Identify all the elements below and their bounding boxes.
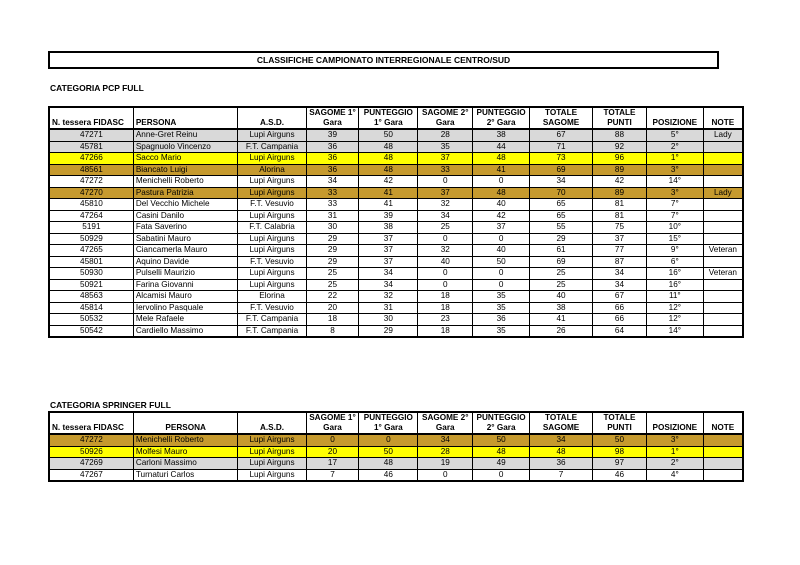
cell-punteggio-2: 0 bbox=[473, 469, 530, 481]
cell-posizione: 11° bbox=[646, 291, 703, 303]
cell-totale-sagome: 61 bbox=[530, 245, 593, 257]
cell-tessera: 47269 bbox=[49, 458, 133, 470]
cell-punteggio-1: 31 bbox=[359, 302, 418, 314]
cell-totale-sagome: 34 bbox=[530, 434, 593, 446]
cell-sagome-2: 18 bbox=[418, 302, 473, 314]
cell-sagome-2: 34 bbox=[418, 210, 473, 222]
cell-totale-punti: 89 bbox=[593, 187, 647, 199]
cell-sagome-1: 31 bbox=[306, 210, 359, 222]
cell-totale-punti: 92 bbox=[593, 141, 647, 153]
cell-sagome-2: 35 bbox=[418, 141, 473, 153]
cell-tessera: 50532 bbox=[49, 314, 133, 326]
cell-persona: Casini Danilo bbox=[133, 210, 238, 222]
cell-sagome-1: 30 bbox=[306, 222, 359, 234]
cell-sagome-2: 0 bbox=[418, 268, 473, 280]
cell-totale-sagome: 38 bbox=[530, 302, 593, 314]
cell-totale-sagome: 71 bbox=[530, 141, 593, 153]
document-title: CLASSIFICHE CAMPIONATO INTERREGIONALE CENTRO/SUD bbox=[48, 51, 719, 69]
cell-totale-punti: 42 bbox=[593, 176, 647, 188]
cell-punteggio-2: 38 bbox=[473, 129, 530, 141]
cell-asd: Lupi Airguns bbox=[238, 153, 306, 165]
cell-totale-punti: 66 bbox=[593, 302, 647, 314]
cell-asd: Lupi Airguns bbox=[238, 176, 306, 188]
cell-note bbox=[703, 458, 743, 470]
cell-tessera: 47267 bbox=[49, 469, 133, 481]
cell-persona: Molfesi Mauro bbox=[133, 446, 238, 458]
cell-punteggio-1: 37 bbox=[359, 245, 418, 257]
cell-totale-punti: 66 bbox=[593, 314, 647, 326]
table-row bbox=[49, 187, 743, 199]
cell-note: Lady bbox=[703, 187, 743, 199]
cell-sagome-2: 28 bbox=[418, 129, 473, 141]
cell-persona: Del Vecchio Michele bbox=[133, 199, 238, 211]
cell-posizione: 14° bbox=[646, 325, 703, 337]
cell-totale-sagome: 70 bbox=[530, 187, 593, 199]
table-row bbox=[49, 268, 743, 280]
table-row bbox=[49, 434, 743, 446]
cell-note: Veteran bbox=[703, 245, 743, 257]
cell-punteggio-2: 37 bbox=[473, 222, 530, 234]
cell-punteggio-1: 50 bbox=[359, 446, 418, 458]
cell-asd: Alorina bbox=[238, 164, 306, 176]
cell-asd: F.T. Vesuvio bbox=[238, 302, 306, 314]
cell-posizione: 14° bbox=[646, 176, 703, 188]
category-title-pcp: CATEGORIA PCP FULL bbox=[50, 83, 144, 93]
cell-tessera: 48561 bbox=[49, 164, 133, 176]
cell-punteggio-1: 29 bbox=[359, 325, 418, 337]
cell-note bbox=[703, 176, 743, 188]
cell-tessera: 5191 bbox=[49, 222, 133, 234]
cell-punteggio-2: 50 bbox=[473, 434, 530, 446]
cell-totale-sagome: 40 bbox=[530, 291, 593, 303]
cell-totale-punti: 81 bbox=[593, 199, 647, 211]
cell-sagome-1: 8 bbox=[306, 325, 359, 337]
cell-asd: Lupi Airguns bbox=[238, 458, 306, 470]
cell-punteggio-2: 50 bbox=[473, 256, 530, 268]
cell-punteggio-1: 34 bbox=[359, 268, 418, 280]
cell-note bbox=[703, 233, 743, 245]
cell-posizione: 7° bbox=[646, 199, 703, 211]
cell-tessera: 47266 bbox=[49, 153, 133, 165]
header-posizione: POSIZIONE bbox=[646, 412, 703, 434]
cell-sagome-1: 20 bbox=[306, 302, 359, 314]
table-row bbox=[49, 199, 743, 211]
header-punteggio-1: PUNTEGGIO 1° Gara bbox=[359, 412, 418, 434]
cell-punteggio-1: 46 bbox=[359, 469, 418, 481]
table-row bbox=[49, 469, 743, 481]
cell-totale-sagome: 69 bbox=[530, 164, 593, 176]
cell-asd: F.T. Calabria bbox=[238, 222, 306, 234]
cell-tessera: 47271 bbox=[49, 129, 133, 141]
table-row bbox=[49, 256, 743, 268]
cell-tessera: 47272 bbox=[49, 434, 133, 446]
cell-totale-punti: 97 bbox=[593, 458, 647, 470]
cell-punteggio-2: 40 bbox=[473, 199, 530, 211]
cell-totale-punti: 75 bbox=[593, 222, 647, 234]
cell-sagome-2: 37 bbox=[418, 187, 473, 199]
cell-sagome-1: 33 bbox=[306, 187, 359, 199]
table-row bbox=[49, 222, 743, 234]
cell-totale-sagome: 69 bbox=[530, 256, 593, 268]
cell-tessera: 50542 bbox=[49, 325, 133, 337]
cell-tessera: 45814 bbox=[49, 302, 133, 314]
cell-note: Lady bbox=[703, 129, 743, 141]
cell-note bbox=[703, 279, 743, 291]
header-punteggio-2: PUNTEGGIO 2° Gara bbox=[473, 107, 530, 129]
header-totale-sagome: TOTALE SAGOME bbox=[530, 412, 593, 434]
cell-punteggio-2: 40 bbox=[473, 245, 530, 257]
cell-posizione: 7° bbox=[646, 210, 703, 222]
cell-asd: Lupi Airguns bbox=[238, 446, 306, 458]
cell-note bbox=[703, 199, 743, 211]
header-tessera: N. tessera FIDASC bbox=[49, 107, 133, 129]
cell-posizione: 1° bbox=[646, 446, 703, 458]
header-totale-punti: TOTALE PUNTI bbox=[593, 412, 647, 434]
cell-asd: Lupi Airguns bbox=[238, 129, 306, 141]
cell-sagome-2: 33 bbox=[418, 164, 473, 176]
table-row bbox=[49, 325, 743, 337]
cell-punteggio-2: 48 bbox=[473, 446, 530, 458]
header-punteggio-2: PUNTEGGIO 2° Gara bbox=[473, 412, 530, 434]
cell-totale-punti: 89 bbox=[593, 164, 647, 176]
cell-persona: Farina Giovanni bbox=[133, 279, 238, 291]
header-sagome-2: SAGOME 2° Gara bbox=[418, 412, 473, 434]
cell-note bbox=[703, 446, 743, 458]
cell-posizione: 10° bbox=[646, 222, 703, 234]
cell-posizione: 16° bbox=[646, 268, 703, 280]
header-sagome-1: SAGOME 1° Gara bbox=[306, 412, 359, 434]
header-punteggio-1: PUNTEGGIO 1° Gara bbox=[359, 107, 418, 129]
table-row bbox=[49, 279, 743, 291]
cell-totale-punti: 87 bbox=[593, 256, 647, 268]
header-tessera: N. tessera FIDASC bbox=[49, 412, 133, 434]
cell-sagome-2: 32 bbox=[418, 245, 473, 257]
cell-punteggio-2: 48 bbox=[473, 153, 530, 165]
cell-sagome-1: 25 bbox=[306, 268, 359, 280]
cell-punteggio-2: 41 bbox=[473, 164, 530, 176]
cell-totale-punti: 77 bbox=[593, 245, 647, 257]
cell-tessera: 48563 bbox=[49, 291, 133, 303]
cell-persona: Menichelli Roberto bbox=[133, 434, 238, 446]
cell-punteggio-2: 44 bbox=[473, 141, 530, 153]
cell-sagome-1: 39 bbox=[306, 129, 359, 141]
cell-sagome-2: 0 bbox=[418, 279, 473, 291]
cell-sagome-1: 25 bbox=[306, 279, 359, 291]
table-header-row bbox=[49, 412, 743, 434]
cell-punteggio-1: 37 bbox=[359, 256, 418, 268]
cell-note bbox=[703, 141, 743, 153]
cell-totale-sagome: 29 bbox=[530, 233, 593, 245]
table-row bbox=[49, 164, 743, 176]
cell-asd: Lupi Airguns bbox=[238, 233, 306, 245]
cell-tessera: 50926 bbox=[49, 446, 133, 458]
cell-tessera: 47265 bbox=[49, 245, 133, 257]
cell-totale-punti: 37 bbox=[593, 233, 647, 245]
cell-note bbox=[703, 302, 743, 314]
cell-sagome-1: 36 bbox=[306, 141, 359, 153]
cell-note bbox=[703, 314, 743, 326]
cell-punteggio-1: 34 bbox=[359, 279, 418, 291]
cell-totale-sagome: 25 bbox=[530, 268, 593, 280]
cell-punteggio-1: 42 bbox=[359, 176, 418, 188]
cell-tessera: 47272 bbox=[49, 176, 133, 188]
cell-asd: F.T. Vesuvio bbox=[238, 199, 306, 211]
cell-punteggio-1: 48 bbox=[359, 153, 418, 165]
cell-sagome-2: 18 bbox=[418, 325, 473, 337]
cell-tessera: 45801 bbox=[49, 256, 133, 268]
cell-persona: Pastura Patrizia bbox=[133, 187, 238, 199]
cell-totale-sagome: 36 bbox=[530, 458, 593, 470]
table-row bbox=[49, 245, 743, 257]
cell-posizione: 6° bbox=[646, 256, 703, 268]
cell-sagome-1: 33 bbox=[306, 199, 359, 211]
table-row bbox=[49, 458, 743, 470]
cell-punteggio-1: 39 bbox=[359, 210, 418, 222]
cell-punteggio-2: 35 bbox=[473, 291, 530, 303]
cell-persona: Sabatini Mauro bbox=[133, 233, 238, 245]
cell-totale-sagome: 7 bbox=[530, 469, 593, 481]
header-note: NOTE bbox=[703, 107, 743, 129]
header-persona: PERSONA bbox=[133, 412, 238, 434]
cell-punteggio-2: 0 bbox=[473, 268, 530, 280]
cell-sagome-2: 25 bbox=[418, 222, 473, 234]
cell-posizione: 5° bbox=[646, 129, 703, 141]
cell-persona: Alcamisi Mauro bbox=[133, 291, 238, 303]
cell-asd: Lupi Airguns bbox=[238, 187, 306, 199]
cell-asd: Lupi Airguns bbox=[238, 268, 306, 280]
cell-punteggio-1: 30 bbox=[359, 314, 418, 326]
cell-punteggio-1: 48 bbox=[359, 458, 418, 470]
cell-persona: Sacco Mario bbox=[133, 153, 238, 165]
cell-punteggio-2: 0 bbox=[473, 176, 530, 188]
cell-posizione: 12° bbox=[646, 302, 703, 314]
cell-asd: F.T. Campania bbox=[238, 325, 306, 337]
cell-asd: Lupi Airguns bbox=[238, 210, 306, 222]
cell-sagome-1: 0 bbox=[306, 434, 359, 446]
cell-sagome-2: 0 bbox=[418, 176, 473, 188]
cell-sagome-2: 32 bbox=[418, 199, 473, 211]
header-totale-sagome: TOTALE SAGOME bbox=[530, 107, 593, 129]
cell-sagome-2: 37 bbox=[418, 153, 473, 165]
header-note: NOTE bbox=[703, 412, 743, 434]
cell-persona: Spagnuolo Vincenzo bbox=[133, 141, 238, 153]
cell-punteggio-1: 0 bbox=[359, 434, 418, 446]
cell-asd: Elorina bbox=[238, 291, 306, 303]
cell-totale-sagome: 34 bbox=[530, 176, 593, 188]
cell-totale-punti: 34 bbox=[593, 279, 647, 291]
cell-note bbox=[703, 256, 743, 268]
cell-note bbox=[703, 291, 743, 303]
cell-punteggio-1: 38 bbox=[359, 222, 418, 234]
cell-persona: Carloni Massimo bbox=[133, 458, 238, 470]
cell-punteggio-2: 35 bbox=[473, 325, 530, 337]
cell-sagome-2: 0 bbox=[418, 469, 473, 481]
cell-note bbox=[703, 210, 743, 222]
cell-sagome-2: 19 bbox=[418, 458, 473, 470]
cell-totale-sagome: 26 bbox=[530, 325, 593, 337]
cell-punteggio-1: 41 bbox=[359, 187, 418, 199]
cell-asd: F.T. Vesuvio bbox=[238, 256, 306, 268]
cell-tessera: 50921 bbox=[49, 279, 133, 291]
cell-sagome-1: 34 bbox=[306, 176, 359, 188]
cell-persona: Pulselli Maurizio bbox=[133, 268, 238, 280]
cell-sagome-2: 18 bbox=[418, 291, 473, 303]
table-row bbox=[49, 314, 743, 326]
header-asd: A.S.D. bbox=[238, 412, 306, 434]
cell-sagome-1: 36 bbox=[306, 153, 359, 165]
cell-persona: Fata Saverino bbox=[133, 222, 238, 234]
cell-sagome-1: 36 bbox=[306, 164, 359, 176]
cell-persona: Biancato Luigi bbox=[133, 164, 238, 176]
cell-persona: Menichelli Roberto bbox=[133, 176, 238, 188]
cell-totale-punti: 98 bbox=[593, 446, 647, 458]
table-row bbox=[49, 129, 743, 141]
cell-punteggio-2: 48 bbox=[473, 187, 530, 199]
cell-punteggio-2: 36 bbox=[473, 314, 530, 326]
header-sagome-2: SAGOME 2° Gara bbox=[418, 107, 473, 129]
cell-note bbox=[703, 434, 743, 446]
cell-punteggio-1: 48 bbox=[359, 141, 418, 153]
table-row bbox=[49, 153, 743, 165]
cell-totale-punti: 81 bbox=[593, 210, 647, 222]
table-row bbox=[49, 291, 743, 303]
cell-asd: Lupi Airguns bbox=[238, 245, 306, 257]
cell-tessera: 50929 bbox=[49, 233, 133, 245]
cell-tessera: 50930 bbox=[49, 268, 133, 280]
header-asd: A.S.D. bbox=[238, 107, 306, 129]
cell-totale-punti: 88 bbox=[593, 129, 647, 141]
cell-posizione: 9° bbox=[646, 245, 703, 257]
cell-asd: Lupi Airguns bbox=[238, 434, 306, 446]
cell-posizione: 12° bbox=[646, 314, 703, 326]
ranking-table-springer bbox=[48, 411, 744, 482]
cell-punteggio-2: 0 bbox=[473, 279, 530, 291]
cell-asd: Lupi Airguns bbox=[238, 469, 306, 481]
cell-sagome-2: 23 bbox=[418, 314, 473, 326]
cell-persona: Mele Rafaele bbox=[133, 314, 238, 326]
cell-persona: Anne-Gret Reinu bbox=[133, 129, 238, 141]
table-header-row bbox=[49, 107, 743, 129]
cell-posizione: 3° bbox=[646, 187, 703, 199]
cell-totale-punti: 96 bbox=[593, 153, 647, 165]
cell-sagome-2: 40 bbox=[418, 256, 473, 268]
cell-note: Veteran bbox=[703, 268, 743, 280]
cell-totale-punti: 46 bbox=[593, 469, 647, 481]
cell-note bbox=[703, 153, 743, 165]
cell-posizione: 4° bbox=[646, 469, 703, 481]
cell-sagome-2: 34 bbox=[418, 434, 473, 446]
header-sagome-1: SAGOME 1° Gara bbox=[306, 107, 359, 129]
cell-sagome-2: 0 bbox=[418, 233, 473, 245]
table-row bbox=[49, 233, 743, 245]
cell-persona: Turnaturi Carlos bbox=[133, 469, 238, 481]
cell-posizione: 3° bbox=[646, 164, 703, 176]
cell-posizione: 2° bbox=[646, 141, 703, 153]
cell-persona: Ciancamerla Mauro bbox=[133, 245, 238, 257]
cell-sagome-1: 29 bbox=[306, 256, 359, 268]
cell-posizione: 2° bbox=[646, 458, 703, 470]
cell-asd: Lupi Airguns bbox=[238, 279, 306, 291]
cell-totale-sagome: 48 bbox=[530, 446, 593, 458]
cell-tessera: 47264 bbox=[49, 210, 133, 222]
cell-punteggio-1: 41 bbox=[359, 199, 418, 211]
cell-punteggio-2: 35 bbox=[473, 302, 530, 314]
ranking-table-pcp bbox=[48, 106, 744, 338]
cell-note bbox=[703, 325, 743, 337]
cell-totale-sagome: 25 bbox=[530, 279, 593, 291]
cell-sagome-1: 29 bbox=[306, 245, 359, 257]
table-row bbox=[49, 210, 743, 222]
cell-tessera: 47270 bbox=[49, 187, 133, 199]
category-title-springer: CATEGORIA SPRINGER FULL bbox=[50, 400, 171, 410]
cell-persona: Aquino Davide bbox=[133, 256, 238, 268]
table-row bbox=[49, 302, 743, 314]
cell-posizione: 15° bbox=[646, 233, 703, 245]
cell-punteggio-2: 42 bbox=[473, 210, 530, 222]
cell-punteggio-2: 0 bbox=[473, 233, 530, 245]
cell-sagome-1: 22 bbox=[306, 291, 359, 303]
cell-sagome-1: 17 bbox=[306, 458, 359, 470]
cell-totale-punti: 67 bbox=[593, 291, 647, 303]
table-row bbox=[49, 141, 743, 153]
cell-punteggio-1: 48 bbox=[359, 164, 418, 176]
header-persona: PERSONA bbox=[133, 107, 238, 129]
cell-sagome-1: 29 bbox=[306, 233, 359, 245]
cell-totale-punti: 34 bbox=[593, 268, 647, 280]
cell-asd: F.T. Campania bbox=[238, 141, 306, 153]
cell-punteggio-1: 50 bbox=[359, 129, 418, 141]
cell-asd: F.T. Campania bbox=[238, 314, 306, 326]
cell-posizione: 1° bbox=[646, 153, 703, 165]
cell-note bbox=[703, 469, 743, 481]
cell-note bbox=[703, 164, 743, 176]
cell-tessera: 45781 bbox=[49, 141, 133, 153]
cell-punteggio-2: 49 bbox=[473, 458, 530, 470]
header-totale-punti: TOTALE PUNTI bbox=[593, 107, 647, 129]
cell-totale-sagome: 41 bbox=[530, 314, 593, 326]
cell-sagome-1: 18 bbox=[306, 314, 359, 326]
cell-totale-sagome: 73 bbox=[530, 153, 593, 165]
cell-totale-sagome: 55 bbox=[530, 222, 593, 234]
cell-persona: Cardiello Massimo bbox=[133, 325, 238, 337]
header-posizione: POSIZIONE bbox=[646, 107, 703, 129]
cell-sagome-2: 28 bbox=[418, 446, 473, 458]
cell-totale-sagome: 67 bbox=[530, 129, 593, 141]
cell-punteggio-1: 37 bbox=[359, 233, 418, 245]
cell-totale-punti: 50 bbox=[593, 434, 647, 446]
table-row bbox=[49, 176, 743, 188]
cell-posizione: 3° bbox=[646, 434, 703, 446]
cell-totale-sagome: 65 bbox=[530, 199, 593, 211]
cell-sagome-1: 20 bbox=[306, 446, 359, 458]
cell-punteggio-1: 32 bbox=[359, 291, 418, 303]
cell-totale-punti: 64 bbox=[593, 325, 647, 337]
table-row bbox=[49, 446, 743, 458]
cell-posizione: 16° bbox=[646, 279, 703, 291]
cell-tessera: 45810 bbox=[49, 199, 133, 211]
cell-sagome-1: 7 bbox=[306, 469, 359, 481]
cell-totale-sagome: 65 bbox=[530, 210, 593, 222]
cell-persona: Iervolino Pasquale bbox=[133, 302, 238, 314]
cell-note bbox=[703, 222, 743, 234]
